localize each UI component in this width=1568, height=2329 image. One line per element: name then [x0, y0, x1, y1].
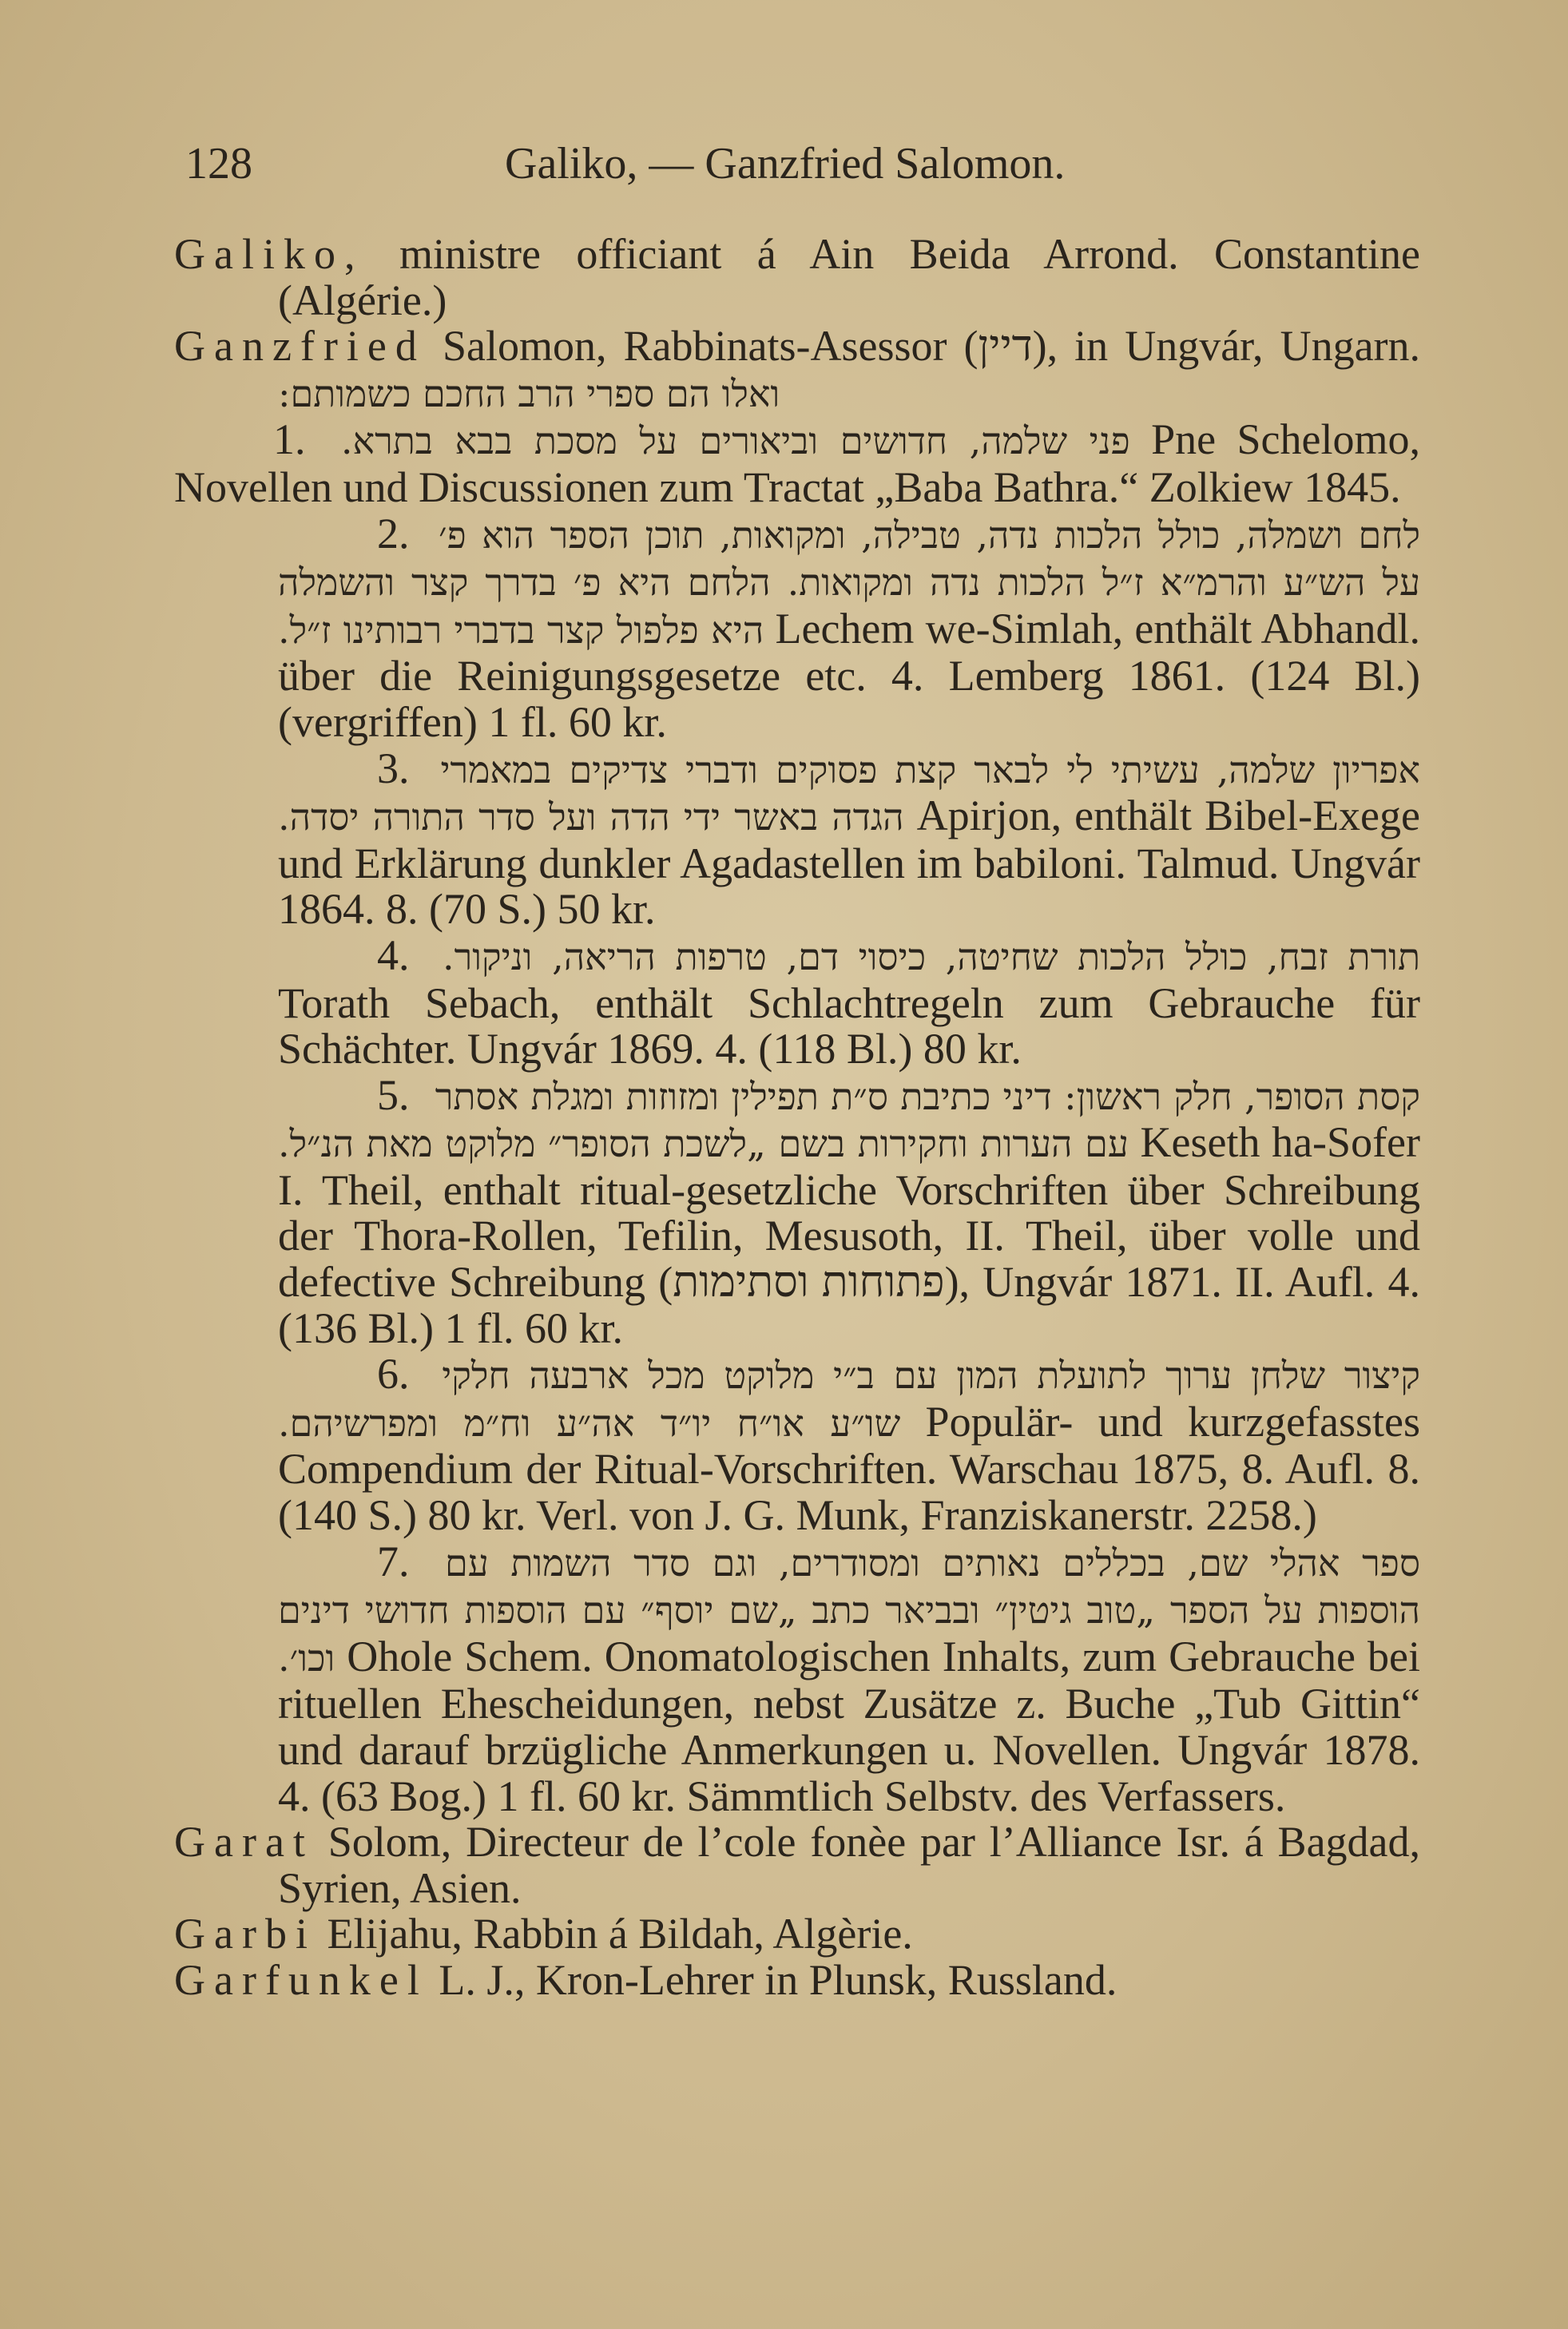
entry-name: Galiko,: [174, 230, 364, 278]
entry-text: Solom, Directeur de l’cole fonèe par l’Alliance Isr. á Bagdad, Syrien, Asien.: [278, 1818, 1421, 1912]
work-item-7: [278, 1539, 1420, 1820]
work-description: Lechem we-Simlah, enthält Abhandl. über die Reinigungsgesetze etc. 4. Lemberg 1861. (124 Bl.) (vergriffen) 1 fl. 60 kr.: [278, 604, 1421, 746]
entry-ganzfried: [174, 323, 1420, 417]
entry-galiko: [174, 232, 1420, 323]
entry-garat: [174, 1819, 1420, 1911]
work-hebrew-title: לחם ושמלה, כולל הלכות נדה, טבילה, ומקואות, תוכן הספר הוא פ׳ על הש״ע והרמ״א ז״ל הלכות נדה ומקואות. הלחם היא פ׳ בדרך קצר והשמלה היא פלפול קצר בדברי רבותינו ז״ל.: [278, 513, 1421, 652]
work-description: Torath Sebach, enthält Schlachtregeln zum Gebrauche für Schächter. Ungvár 1869. 4. (118 Bl.) 80 kr.: [278, 978, 1420, 1073]
work-item-4: [278, 930, 1420, 1073]
entry-name: Garfunkel: [174, 1955, 428, 2004]
entry-garbi: [174, 1911, 1420, 1958]
entry-name: Garat: [174, 1818, 314, 1867]
work-number: 3.: [377, 744, 410, 792]
work-item-2: [278, 511, 1420, 746]
work-hebrew-title: קיצור שלחן ערוך לתועלת המון עם ב״י מלוקט מכל ארבעה חלקי שו״ע או״ח יו״ד אה״ע וח״מ ומפרשיהם.: [278, 1354, 1420, 1445]
work-item-6: [278, 1351, 1420, 1538]
work-number: 6.: [377, 1350, 410, 1399]
page-number: 128: [185, 139, 252, 188]
work-hebrew-title: תורת זבח, כולל הלכות שחיטה, כיסוי דם, טרפות הריאה, וניקור.: [443, 934, 1420, 978]
work-number: 4.: [377, 930, 410, 979]
entry-text: ministre officiant á Ain Beida Arrond. Constantine (Algérie.): [278, 230, 1420, 324]
work-description: Populär- und kurzgefasstes Compendium der Ritual-Vorschriften. Warschau 1875, 8. Aufl. 8. (140 S.) 80 kr. Verl. von J. G. Munk, Franziskanerstr. 2258.): [278, 1397, 1420, 1540]
entry-text: L. J., Kron-Lehrer in Plunsk, Russland.: [439, 1955, 1117, 2004]
work-number: 1.: [273, 415, 306, 464]
work-number: 7.: [377, 1537, 410, 1585]
entry-text: Elijahu, Rabbin á Bildah, Algèrie.: [327, 1910, 913, 1958]
work-description: Ohole Schem. Onomatologischen Inhalts, zum Gebrauche bei rituellen Ehescheidungen, nebst Zusätze z. Buche „Tub Gittin“ und darauf brzügliche Anmerkungen u. Novellen. Ungvár 1878. 4. (63 Bog.) 1 fl. 60 kr. Sämmtlich Selbstv. des Verfassers.: [278, 1632, 1420, 1820]
work-item-5: [278, 1070, 1420, 1352]
entry-garfunkel: [174, 1955, 1420, 2004]
running-title: Galiko, — Ganzfried Salomon.: [505, 139, 1066, 188]
entry-name: Garbi: [174, 1910, 316, 1958]
work-number: 5.: [377, 1070, 410, 1119]
entry-name: Ganzfried: [174, 322, 426, 371]
work-item-3: [278, 746, 1420, 933]
works-list: [174, 417, 1420, 1819]
entry-hebrew: ואלו הם ספרי הרב החכם כשמותם:: [278, 371, 780, 415]
work-hebrew-title: קסת הסופר, חלק ראשון: דיני כתיבת ס״ת תפילין ומזוזות ומגלת אסתר עם הערות וחקירות בשם „לשכת הסופר״ מלוקט מאת הנ״ל.: [278, 1074, 1420, 1166]
work-item-1: [174, 417, 1420, 510]
work-hebrew-title: אפריון שלמה, עשיתי לי לבאר קצת פסוקים ודברי צדיקים במאמרי הגדה באשר ידי הדה ועל סדר התורה יסדה.: [278, 748, 1420, 839]
work-description: Pne Schelomo, Novellen und Discussionen zum Tractat „Baba Bathra.“ Zolkiew 1845.: [174, 415, 1420, 511]
work-hebrew-title: ספר אהלי שם, בכללים נאותים ומסודרים, וגם סדר השמות עם הוספות על הספר „טוב גיטין״ ובביאר כתב „שם יוסף״ עם הוספות חדושי דינים וכו׳.: [278, 1541, 1421, 1680]
work-number: 2.: [377, 509, 410, 557]
work-hebrew-title: פני שלמה, חדושים וביאורים על מסכת בבא בתרא.: [340, 419, 1130, 463]
entry-text: Salomon, Rabbinats-Asessor (דיין), in Ungvár, Ungarn.: [442, 322, 1421, 371]
work-description: Apirjon, enthält Bibel-Exege und Erklärung dunkler Agadastellen im babiloni. Talmud. Ungvár 1864. 8. (70 S.) 50 kr.: [278, 792, 1420, 934]
work-description: Keseth ha-Sofer I. Theil, enthalt ritual-gesetzliche Vorschriften über Schreibung der Thora-Rollen, Tefilin, Mesusoth, II. Theil, über volle und defective Schreibung (פתוחות וסתימות), Ungvár 1871. II. Aufl. 4. (136 Bl.) 1 fl. 60 kr.: [278, 1118, 1420, 1352]
page-body: [174, 232, 1420, 2004]
